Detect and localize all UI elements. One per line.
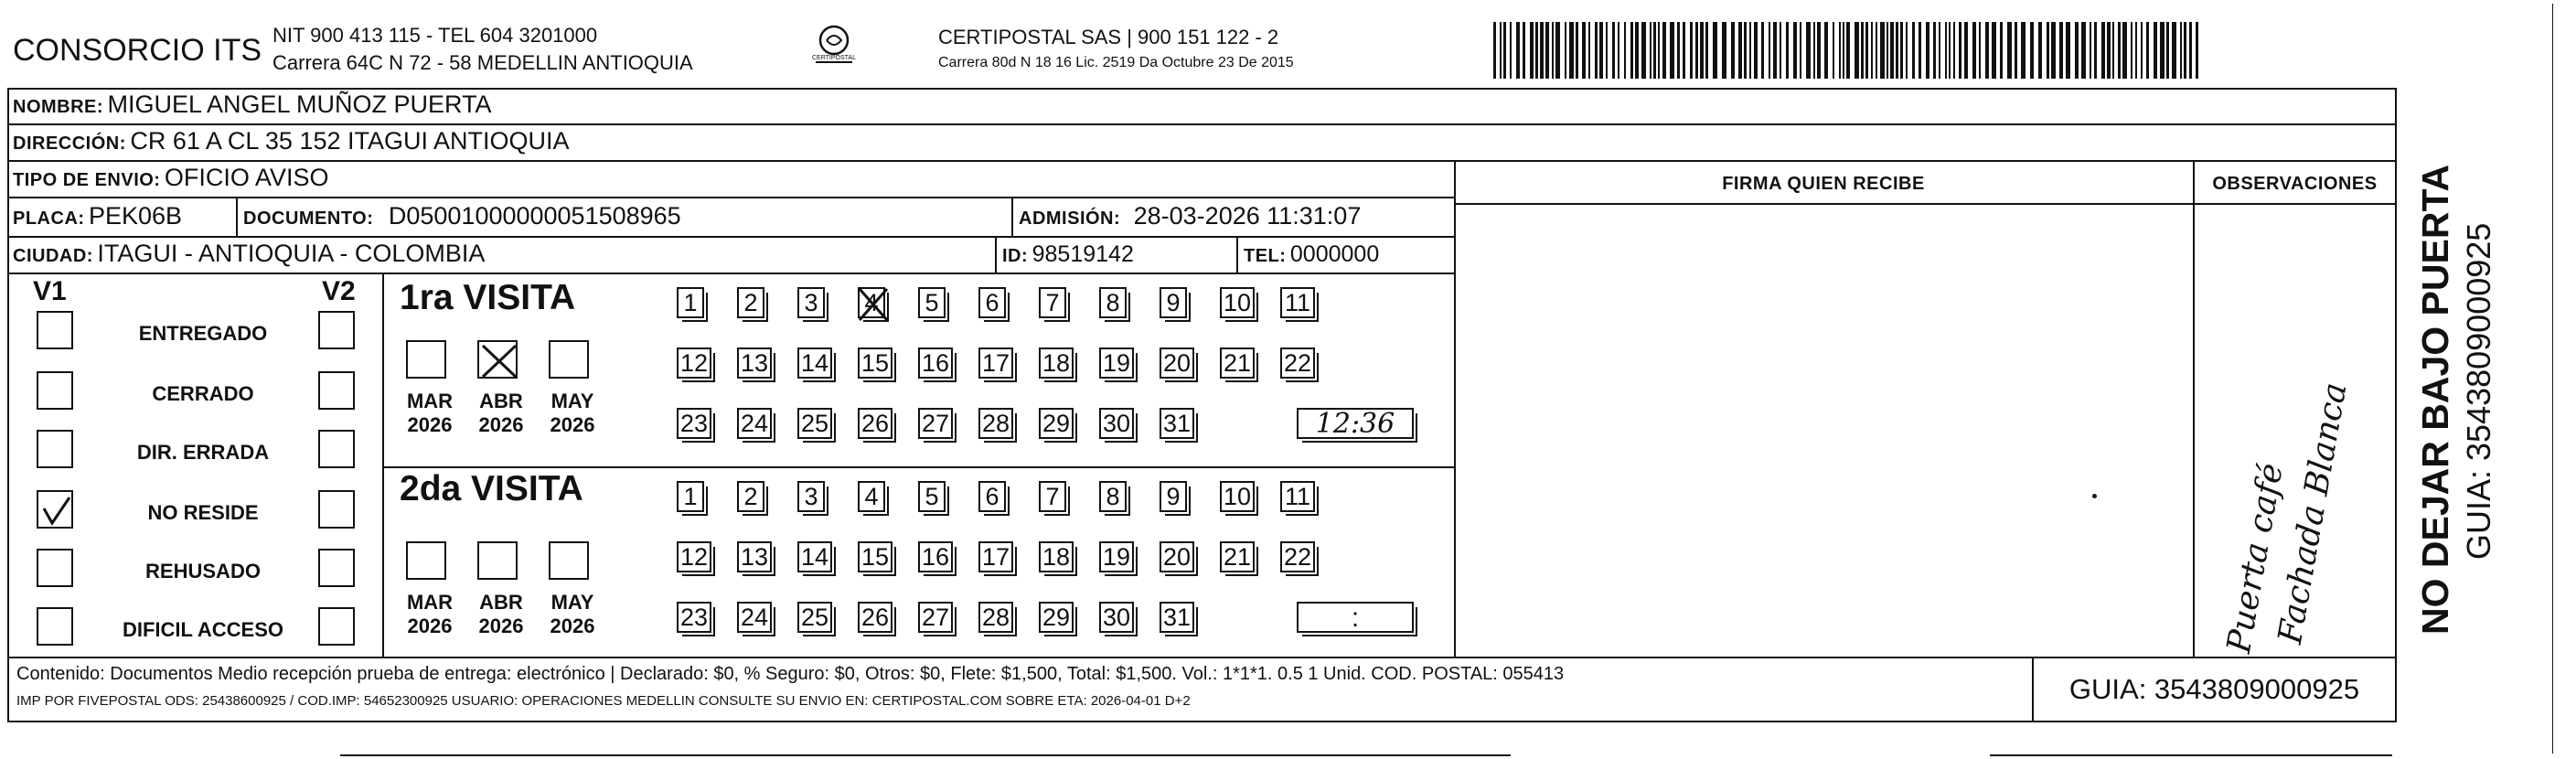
barcode-bar [2196, 22, 2198, 79]
day-box[interactable]: 6 [978, 287, 1006, 318]
day-box[interactable]: 4 [858, 287, 885, 318]
barcode-bar [1887, 22, 1888, 79]
day-box[interactable]: 31 [1160, 408, 1194, 439]
barcode-bar [1653, 22, 1656, 79]
barcode-bar [1833, 22, 1834, 79]
barcode [1493, 0, 2197, 91]
barcode-bar [1939, 22, 1940, 79]
placa-value: PEK06B [89, 202, 183, 230]
barcode-bar [1806, 22, 1811, 79]
tel-row [1244, 241, 1379, 268]
day-box[interactable]: 17 [978, 541, 1013, 572]
day-box[interactable]: 23 [677, 408, 711, 439]
barcode-bar [1817, 22, 1821, 79]
barcode-bar [1658, 22, 1660, 79]
barcode-bar [2141, 22, 2143, 79]
day-box[interactable]: 1 [677, 481, 704, 512]
day-box[interactable]: 31 [1160, 602, 1194, 633]
barcode-bar [1769, 22, 1770, 79]
month-label: MAY 2026 [550, 390, 595, 436]
day-box[interactable]: 15 [858, 541, 893, 572]
day-box[interactable]: 3 [797, 481, 825, 512]
status-option-label: ENTREGADO [138, 322, 268, 345]
time-box[interactable]: 12:36 [1297, 408, 1414, 439]
barcode-bar [1516, 22, 1520, 79]
day-box[interactable]: 3 [797, 287, 825, 318]
barcode-bar [1839, 22, 1841, 79]
barcode-bar [2118, 22, 2121, 79]
barcode-bar [1972, 22, 1976, 79]
barcode-bar [1846, 22, 1850, 79]
barcode-bar [1731, 22, 1735, 79]
day-box[interactable]: 24 [737, 602, 772, 633]
day-box[interactable]: 24 [737, 408, 772, 439]
barcode-bar [1890, 22, 1894, 79]
day-box[interactable]: 1 [677, 287, 704, 318]
day-box[interactable]: 15 [858, 347, 893, 379]
day-box[interactable]: 23 [677, 602, 711, 633]
observacion-handwritten-2: Fachada Blanca [2271, 380, 2355, 647]
status-option-label: NO RESIDE [147, 501, 259, 524]
firma-label: FIRMA QUIEN RECIBE [1722, 174, 1925, 194]
barcode-bar [2172, 22, 2176, 79]
barcode-bar [1695, 22, 1698, 79]
day-box[interactable]: 21 [1220, 347, 1255, 379]
ciudad-label: CIUDAD: [13, 246, 93, 266]
barcode-bar [1540, 22, 1544, 79]
barcode-bar [1744, 22, 1747, 79]
barcode-bar [1926, 22, 1929, 79]
barcode-bar [2112, 22, 2114, 79]
day-box[interactable]: 14 [797, 541, 832, 572]
day-box[interactable]: 21 [1220, 541, 1255, 572]
barcode-bar [1650, 22, 1651, 79]
barcode-bar [2154, 22, 2157, 79]
barcode-bar [2051, 22, 2056, 79]
side-warning: NO DEJAR BAJO PUERTA [2414, 164, 2456, 635]
barcode-bar [1945, 22, 1947, 79]
observacion-handwritten-1: Puerta café [2220, 460, 2291, 657]
day-box[interactable]: 20 [1160, 347, 1194, 379]
barcode-bar [1683, 22, 1685, 79]
day-box[interactable]: 26 [858, 408, 893, 439]
day-box[interactable]: 6 [978, 481, 1006, 512]
recipient-name: MIGUEL ANGEL MUÑOZ PUERTA [107, 91, 492, 118]
barcode-bar [2131, 22, 2132, 79]
day-box[interactable]: 19 [1099, 347, 1134, 379]
barcode-bar [1503, 22, 1506, 79]
day-box[interactable]: 7 [1039, 481, 1066, 512]
day-box[interactable]: 30 [1099, 408, 1134, 439]
barcode-bar [1900, 22, 1903, 79]
v2-checkbox[interactable] [318, 311, 355, 349]
day-box[interactable]: 12 [677, 541, 711, 572]
barcode-bar [1749, 22, 1751, 79]
check-mark-icon [38, 492, 75, 530]
barcode-bar [1933, 22, 1936, 79]
name-label: NOMBRE: [13, 97, 104, 117]
footer-impresion: IMP POR FIVEPOSTAL ODS: 25438600925 / COD.IMP: 54652300925 USUARIO: OPERACIONES MEDELLIN CONSULTE SU ENVIO EN: CERTIPOSTAL.COM SOBRE ETA: 2026-04-01 D+2 [16, 693, 1191, 709]
tipo-row [13, 164, 328, 192]
status-option-label: DIR. ERRADA [136, 441, 270, 464]
day-box[interactable]: 26 [858, 602, 893, 633]
barcode-bar [1612, 22, 1615, 79]
barcode-bar [1510, 22, 1512, 79]
barcode-bar [1786, 22, 1789, 79]
placa-label: PLACA: [13, 208, 85, 229]
month-label: MAR 2026 [406, 390, 454, 436]
barcode-bar [1985, 22, 1989, 79]
barcode-bar [2021, 22, 2026, 79]
barcode-bar [1545, 22, 1549, 79]
barcode-bar [2189, 22, 2192, 79]
day-box[interactable]: 18 [1039, 347, 1074, 379]
barcode-bar [1662, 22, 1666, 79]
signature-dot [2092, 494, 2097, 498]
v2-checkbox[interactable] [318, 607, 355, 646]
barcode-bar [2015, 22, 2017, 79]
day-box[interactable]: 14 [797, 347, 832, 379]
day-box[interactable]: 10 [1220, 287, 1255, 318]
barcode-bar [1599, 22, 1603, 79]
name-row [13, 91, 492, 119]
barcode-bar [1500, 22, 1502, 79]
day-box[interactable]: 29 [1039, 408, 1074, 439]
status-option-label: REHUSADO [145, 560, 261, 583]
day-box[interactable]: 28 [978, 602, 1013, 633]
v2-checkbox[interactable] [318, 371, 355, 410]
month-checkbox[interactable] [477, 340, 518, 379]
v1-checkbox[interactable] [37, 607, 73, 646]
month-checkbox[interactable] [549, 541, 589, 580]
day-box[interactable]: 22 [1280, 347, 1315, 379]
barcode-bar [1871, 22, 1873, 79]
barcode-bar [1896, 22, 1898, 79]
address-label: DIRECCIÓN: [13, 134, 126, 154]
day-box[interactable]: 25 [797, 602, 832, 633]
month-label: ABR 2026 [478, 390, 524, 436]
ciudad-row [13, 240, 485, 268]
barcode-bar [2066, 22, 2070, 79]
month-label: ABR 2026 [478, 591, 524, 637]
barcode-bar [1606, 22, 1608, 79]
day-box[interactable]: 30 [1099, 602, 1134, 633]
company-nit: NIT 900 413 115 - TEL 604 3201000 [273, 24, 598, 47]
barcode-bar [1979, 22, 1981, 79]
day-box[interactable]: 11 [1280, 287, 1315, 318]
barcode-bar [2030, 22, 2034, 79]
barcode-bar [2090, 22, 2091, 79]
month-label: MAR 2026 [406, 591, 454, 637]
day-box[interactable]: 12 [677, 347, 711, 379]
day-box[interactable]: 2 [737, 481, 764, 512]
barcode-bar [1738, 22, 1742, 79]
barcode-bar [1523, 22, 1525, 79]
v1-header: V1 [33, 276, 67, 306]
footer-guia: GUIA: 3543809000925 [2068, 673, 2360, 705]
v2-checkbox[interactable] [318, 430, 355, 468]
barcode-bar [1555, 22, 1560, 79]
time-box[interactable]: : [1297, 602, 1414, 633]
barcode-bar [1800, 22, 1801, 79]
documento-value: D05001000000051508965 [388, 202, 681, 230]
side-guia: GUIA: 3543809000925 [2460, 222, 2497, 560]
day-box[interactable]: 2 [737, 287, 764, 318]
documento-label: DOCUMENTO: [243, 208, 374, 229]
certipostal-address: Carrera 80d N 18 16 Lic. 2519 Da Octubre 23 De 2015 [938, 55, 1294, 70]
barcode-bar [1690, 22, 1693, 79]
barcode-bar [2107, 22, 2111, 79]
ciudad-value: ITAGUI - ANTIOQUIA - COLOMBIA [97, 240, 486, 267]
barcode-bar [1824, 22, 1828, 79]
barcode-bar [2101, 22, 2105, 79]
barcode-bar [1677, 22, 1680, 79]
month-checkbox[interactable] [549, 340, 589, 379]
month-checkbox[interactable] [406, 340, 446, 379]
day-box[interactable]: 22 [1280, 541, 1315, 572]
day-box[interactable]: 8 [1099, 481, 1127, 512]
documento-row [243, 202, 681, 230]
day-box[interactable]: 13 [737, 541, 772, 572]
month-label: MAY 2026 [550, 591, 595, 637]
barcode-bar [1722, 22, 1726, 79]
tel-label: TEL: [1244, 246, 1287, 266]
barcode-bar [1880, 22, 1885, 79]
id-label: ID: [1002, 246, 1029, 266]
barcode-bar [1700, 22, 1704, 79]
barcode-bar [1876, 22, 1877, 79]
barcode-bar [1670, 22, 1674, 79]
barcode-bar [1630, 22, 1633, 79]
barcode-bar [1530, 22, 1534, 79]
barcode-bar [1992, 22, 1996, 79]
second-visit-title: 2da VISITA [400, 469, 583, 508]
admision-value: 28-03-2026 11:31:07 [1133, 202, 1362, 230]
barcode-bar [1705, 22, 1708, 79]
id-value: 98519142 [1031, 241, 1134, 267]
day-box[interactable]: 18 [1039, 541, 1074, 572]
barcode-bar [2081, 22, 2086, 79]
v2-checkbox[interactable] [318, 490, 355, 529]
day-box[interactable]: 17 [978, 347, 1013, 379]
barcode-bar [2094, 22, 2097, 79]
v1-checkbox[interactable] [37, 549, 73, 587]
barcode-bar [2166, 22, 2169, 79]
barcode-bar [2184, 22, 2186, 79]
day-box[interactable]: 28 [978, 408, 1013, 439]
certipostal-logo [807, 20, 861, 75]
barcode-bar [1813, 22, 1815, 79]
day-box[interactable]: 13 [737, 347, 772, 379]
barcode-bar [1595, 22, 1598, 79]
admision-row [1019, 202, 1361, 230]
barcode-bar [2160, 22, 2164, 79]
barcode-bar [2122, 22, 2127, 79]
barcode-bar [1953, 22, 1955, 79]
day-box[interactable]: 19 [1099, 541, 1134, 572]
barcode-bar [1552, 22, 1554, 79]
day-box[interactable]: 10 [1220, 481, 1255, 512]
barcode-bar [1754, 22, 1758, 79]
v1-checkbox[interactable] [37, 371, 73, 410]
barcode-bar [1569, 22, 1574, 79]
first-visit-title: 1ra VISITA [400, 278, 576, 317]
barcode-bar [2007, 22, 2012, 79]
barcode-bar [1576, 22, 1578, 79]
v2-header: V2 [322, 276, 356, 306]
day-box[interactable]: 8 [1099, 287, 1127, 318]
v2-checkbox[interactable] [318, 549, 355, 587]
day-box[interactable]: 5 [918, 287, 946, 318]
barcode-bar [1493, 22, 1496, 79]
barcode-bar [1793, 22, 1797, 79]
barcode-bar [2146, 22, 2149, 79]
barcode-bar [1588, 22, 1590, 79]
tel-value: 0000000 [1289, 241, 1380, 267]
company-name: CONSORCIO ITS [13, 33, 262, 68]
day-box[interactable]: 20 [1160, 541, 1194, 572]
barcode-bar [1641, 22, 1646, 79]
v1-checkbox[interactable] [37, 490, 73, 529]
barcode-bar [1635, 22, 1639, 79]
day-box[interactable]: 5 [918, 481, 946, 512]
barcode-bar [2135, 22, 2137, 79]
x-mark-icon [856, 285, 891, 324]
day-box[interactable]: 27 [918, 408, 953, 439]
v1-checkbox[interactable] [37, 430, 73, 468]
day-box[interactable]: 29 [1039, 602, 1074, 633]
barcode-bar [2047, 22, 2049, 79]
barcode-bar [1773, 22, 1777, 79]
barcode-bar [1761, 22, 1764, 79]
barcode-bar [1865, 22, 1868, 79]
barcode-bar [1843, 22, 1844, 79]
day-box[interactable]: 25 [797, 408, 832, 439]
barcode-bar [1919, 22, 1921, 79]
barcode-bar [1618, 22, 1619, 79]
status-option-label: CERRADO [152, 382, 254, 405]
barcode-bar [1949, 22, 1951, 79]
barcode-bar [2075, 22, 2079, 79]
barcode-bar [1855, 22, 1859, 79]
day-box[interactable]: 16 [918, 347, 953, 379]
barcode-bar [1713, 22, 1717, 79]
barcode-bar [1565, 22, 1566, 79]
certipostal-company: CERTIPOSTAL SAS | 900 151 122 - 2 [938, 26, 1279, 48]
day-box[interactable]: 7 [1039, 287, 1066, 318]
recipient-address: CR 61 A CL 35 152 ITAGUI ANTIOQUIA [130, 127, 570, 155]
day-box[interactable]: 11 [1280, 481, 1315, 512]
company-address: Carrera 64C N 72 - 58 MEDELLIN ANTIOQUIA [273, 51, 693, 74]
footer-contenido: Contenido: Documentos Medio recepción prueba de entrega: electrónico | Declarado: $0, % Seguro: $0, Otros: $0, Flete: $1,500, Total: $1,500. Vol.: 1*1*1. 0.5 1 Unid. COD. POSTAL: 055413 [16, 664, 1565, 684]
day-box[interactable]: 16 [918, 541, 953, 572]
logo-caption: CERTIPOSTAL [812, 55, 856, 61]
barcode-bar [1624, 22, 1626, 79]
admision-label: ADMISIÓN: [1019, 208, 1121, 229]
barcode-bar [2000, 22, 2003, 79]
day-box[interactable]: 27 [918, 602, 953, 633]
observaciones-label: OBSERVACIONES [2212, 174, 2378, 194]
barcode-bar [2038, 22, 2042, 79]
barcode-bar [1582, 22, 1586, 79]
day-box[interactable]: 9 [1160, 481, 1187, 512]
day-box[interactable]: 9 [1160, 287, 1187, 318]
month-checkbox[interactable] [406, 541, 446, 580]
x-mark-icon [479, 342, 519, 380]
day-box[interactable]: 4 [858, 481, 885, 512]
tipo-label: TIPO DE ENVIO: [13, 170, 161, 190]
barcode-bar [1780, 22, 1781, 79]
barcode-bar [1964, 22, 1968, 79]
placa-row [13, 202, 182, 230]
status-option-label: DIFICIL ACCESO [122, 618, 283, 641]
address-row [13, 127, 570, 155]
tipo-envio: OFICIO AVISO [164, 164, 329, 191]
barcode-bar [2180, 22, 2182, 79]
barcode-bar [1861, 22, 1864, 79]
barcode-bar [2059, 22, 2063, 79]
barcode-bar [1535, 22, 1538, 79]
month-checkbox[interactable] [477, 541, 518, 580]
barcode-bar [1906, 22, 1908, 79]
certipostal-logo-icon [807, 20, 861, 75]
id-row [1002, 241, 1134, 268]
barcode-bar [1912, 22, 1915, 79]
v1-checkbox[interactable] [37, 311, 73, 349]
barcode-bar [1959, 22, 1961, 79]
